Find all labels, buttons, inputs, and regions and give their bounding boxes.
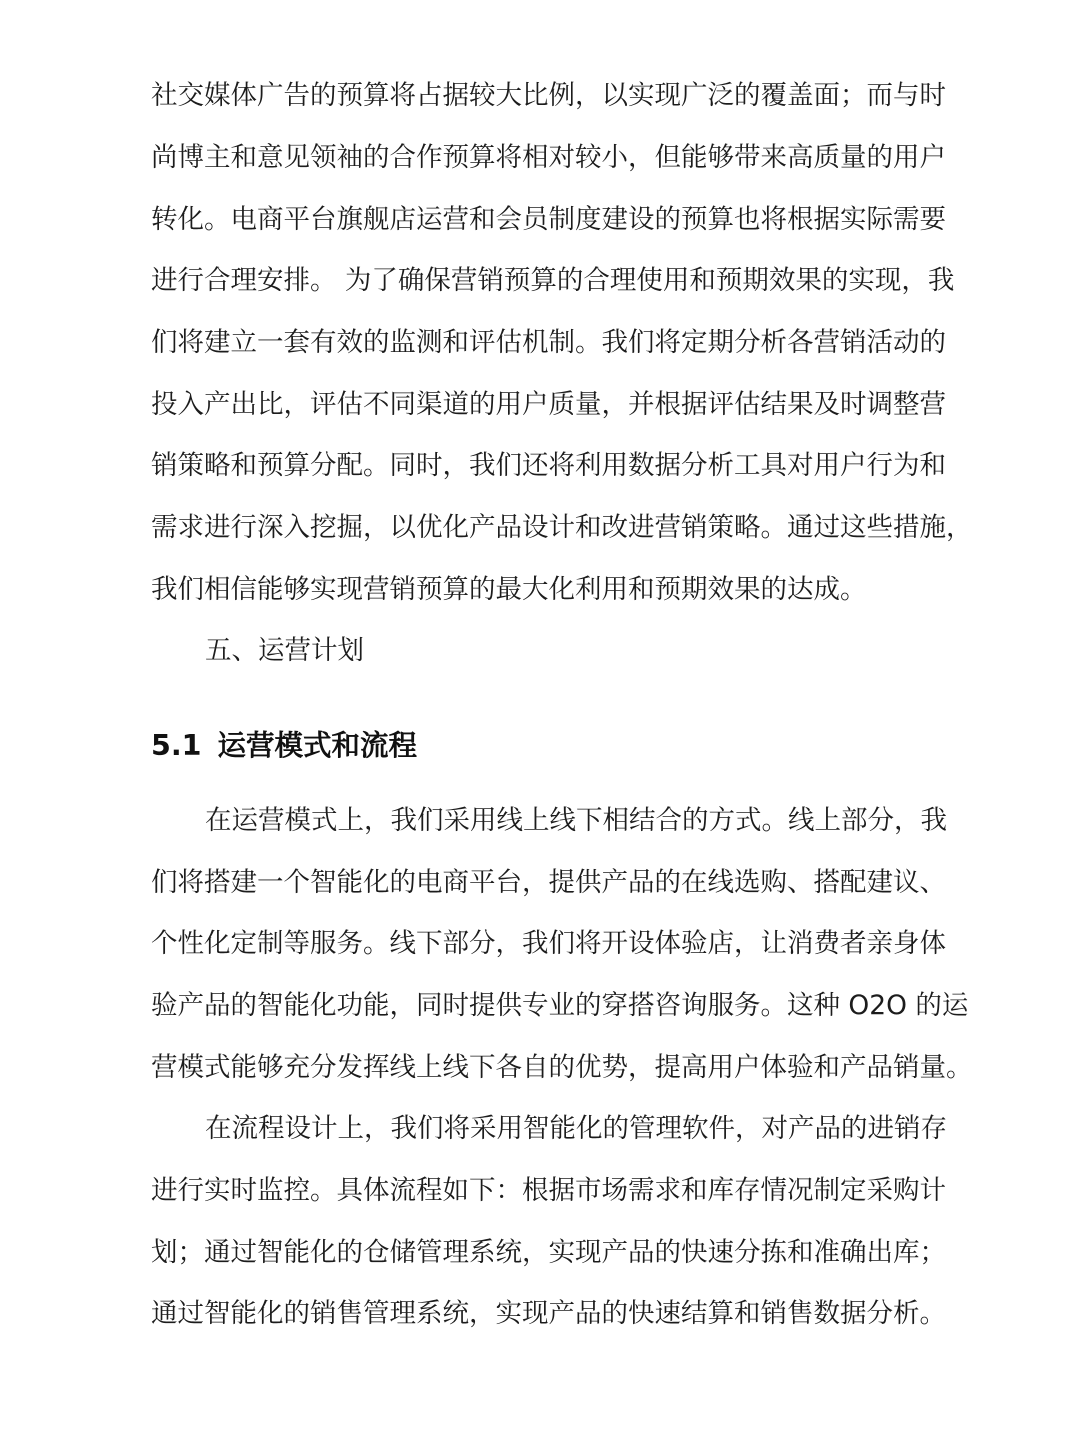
text-line: 需求进行深入挖掘，以优化产品设计和改进营销策略。通过这些措施， xyxy=(151,512,973,543)
text-line: 投入产出比，评估不同渠道的用户质量，并根据评估结果及时调整营 xyxy=(151,389,946,420)
text-line: 我们相信能够实现营销预算的最大化利用和预期效果的达成。 xyxy=(151,574,867,605)
text-line: 社交媒体广告的预算将占据较大比例，以实现广泛的覆盖面；而与时 xyxy=(151,80,946,111)
text-line: 在运营模式上，我们采用线上线下相结合的方式。线上部分，我 xyxy=(205,805,947,836)
heading-title: 运营模式和流程 xyxy=(217,729,418,762)
section-title: 五、运营计划 xyxy=(205,635,364,666)
text-line: 们将搭建一个智能化的电商平台，提供产品的在线选购、搭配建议、 xyxy=(151,867,946,898)
text-line: 进行实时监控。具体流程如下：根据市场需求和库存情况制定采购计 xyxy=(151,1175,946,1206)
text-line: 在流程设计上，我们将采用智能化的管理软件，对产品的进销存 xyxy=(205,1113,947,1144)
text-line: 们将建立一套有效的监测和评估机制。我们将定期分析各营销活动的 xyxy=(151,327,946,358)
text-line: 个性化定制等服务。线下部分，我们将开设体验店，让消费者亲身体 xyxy=(151,928,946,959)
subsection-heading xyxy=(151,722,417,770)
text-line: 划；通过智能化的仓储管理系统，实现产品的快速分拣和准确出库； xyxy=(151,1237,946,1268)
text-line: 营模式能够充分发挥线上线下各自的优势，提高用户体验和产品销量。 xyxy=(151,1052,973,1083)
text-line: 进行合理安排。 为了确保营销预算的合理使用和预期效果的实现，我 xyxy=(151,265,955,296)
heading-number: 5.1 xyxy=(151,729,202,762)
text-line: 验产品的智能化功能，同时提供专业的穿搭咨询服务。这种 O2O 的运 xyxy=(151,990,969,1021)
text-line: 销策略和预算分配。同时，我们还将利用数据分析工具对用户行为和 xyxy=(151,450,946,481)
text-line: 尚博主和意见领袖的合作预算将相对较小，但能够带来高质量的用户 xyxy=(151,142,946,173)
text-line: 转化。电商平台旗舰店运营和会员制度建设的预算也将根据实际需要 xyxy=(151,204,946,235)
text-line: 通过智能化的销售管理系统，实现产品的快速结算和销售数据分析。 xyxy=(151,1298,946,1329)
